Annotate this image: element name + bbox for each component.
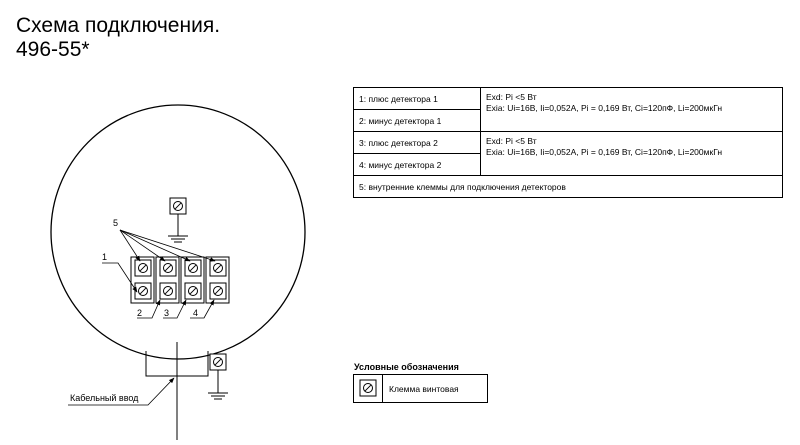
terminal-label: 1: плюс детектора 1 — [354, 88, 481, 110]
screw-terminal-icon — [185, 260, 201, 276]
ground-terminal-external — [208, 354, 228, 399]
terminal-params — [481, 88, 783, 132]
params-exia: Exia: Ui=16В, Ii=0,052А, Pi = 0,169 Вт, Ci=120пФ, Li=200мкГн — [486, 147, 723, 157]
screw-terminal-icon — [210, 260, 226, 276]
terminal-label: 4: минус детектора 2 — [354, 154, 481, 176]
table-row — [354, 176, 783, 198]
callout-3: 3 — [164, 308, 170, 318]
terminal-label: 5: внутренние клеммы для подключения детекторов — [354, 176, 783, 198]
table-row — [354, 375, 488, 403]
screw-terminal-icon — [210, 354, 226, 370]
legend-table — [353, 374, 488, 403]
terminal-label: 2: минус детектора 1 — [354, 110, 481, 132]
callout-4: 4 — [193, 308, 199, 318]
screw-terminal-icon — [359, 379, 377, 397]
screw-terminal-icon — [210, 283, 226, 299]
table-row — [354, 132, 783, 154]
cable-entry-label: Кабельный ввод — [70, 393, 139, 403]
title-line-1: Схема подключения. — [16, 14, 221, 37]
callout-5-leaders — [120, 230, 215, 261]
legend-title: Условные обозначения — [354, 362, 459, 372]
screw-terminal-icon — [135, 283, 151, 299]
screw-terminal-icon — [170, 198, 186, 214]
ground-terminal-internal — [168, 198, 188, 242]
params-exd: Exd: Pi <5 Вт — [486, 136, 537, 146]
legend-symbol — [354, 375, 383, 403]
callout-2: 2 — [137, 308, 143, 318]
screw-terminal-icon — [160, 260, 176, 276]
callout-5: 5 — [113, 218, 119, 228]
params-exia: Exia: Ui=16В, Ii=0,052А, Pi = 0,169 Вт, Ci=120пФ, Li=200мкГн — [486, 103, 723, 113]
params-exd: Exd: Pi <5 Вт — [486, 92, 537, 102]
terminal-block — [131, 257, 229, 303]
callout-1: 1 — [102, 252, 108, 262]
terminal-label: 3: плюс детектора 2 — [354, 132, 481, 154]
legend-label: Клемма винтовая — [383, 375, 488, 403]
screw-terminal-icon — [185, 283, 201, 299]
title-line-2: 496-55* — [16, 38, 90, 61]
screw-terminal-icon — [160, 283, 176, 299]
terminal-params — [481, 132, 783, 176]
callout-1-leader — [102, 263, 137, 292]
screw-terminal-icon — [135, 260, 151, 276]
table-row — [354, 88, 783, 110]
terminal-spec-table — [353, 87, 783, 198]
